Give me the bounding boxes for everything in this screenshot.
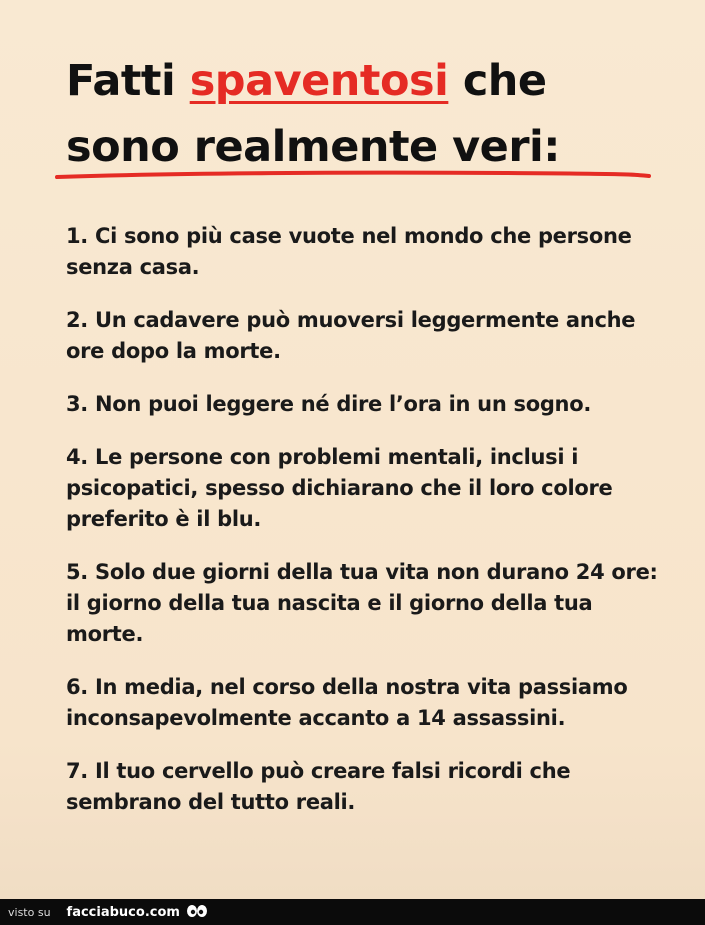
fact-item-7: 7. Il tuo cervello può creare falsi ricordi che sembrano del tutto reali. (66, 759, 571, 814)
fact-item-5: 5. Solo due giorni della tua vita non durano 24 ore: il giorno della tua nascita e il giorno della tua morte. (66, 560, 658, 646)
fact-item-6: 6. In media, nel corso della nostra vita passiamo inconsapevolmente accanto a 14 assassini. (66, 675, 628, 730)
red-underline-stroke (55, 170, 651, 182)
eyes-icon (186, 904, 208, 920)
page-title (66, 48, 666, 180)
watermark-site-link[interactable]: facciabuco.com (66, 904, 180, 920)
title-line-2: sono realmente veri: (66, 122, 560, 172)
facts-list (66, 221, 666, 840)
title-part-after: che (448, 56, 547, 106)
watermark-prefix: visto su (8, 905, 51, 919)
fact-item-1: 1. Ci sono più case vuote nel mondo che persone senza casa. (66, 224, 632, 279)
title-highlight: spaventosi (189, 56, 449, 106)
watermark-footer (0, 899, 705, 925)
fact-item-2: 2. Un cadavere può muoversi leggermente anche ore dopo la morte. (66, 308, 636, 363)
fact-item-3: 3. Non puoi leggere né dire l’ora in un sogno. (66, 392, 592, 416)
title-part-before: Fatti (66, 56, 190, 106)
fact-item-4: 4. Le persone con problemi mentali, inclusi i psicopatici, spesso dichiarano che il loro colore preferito è il blu. (66, 445, 613, 531)
